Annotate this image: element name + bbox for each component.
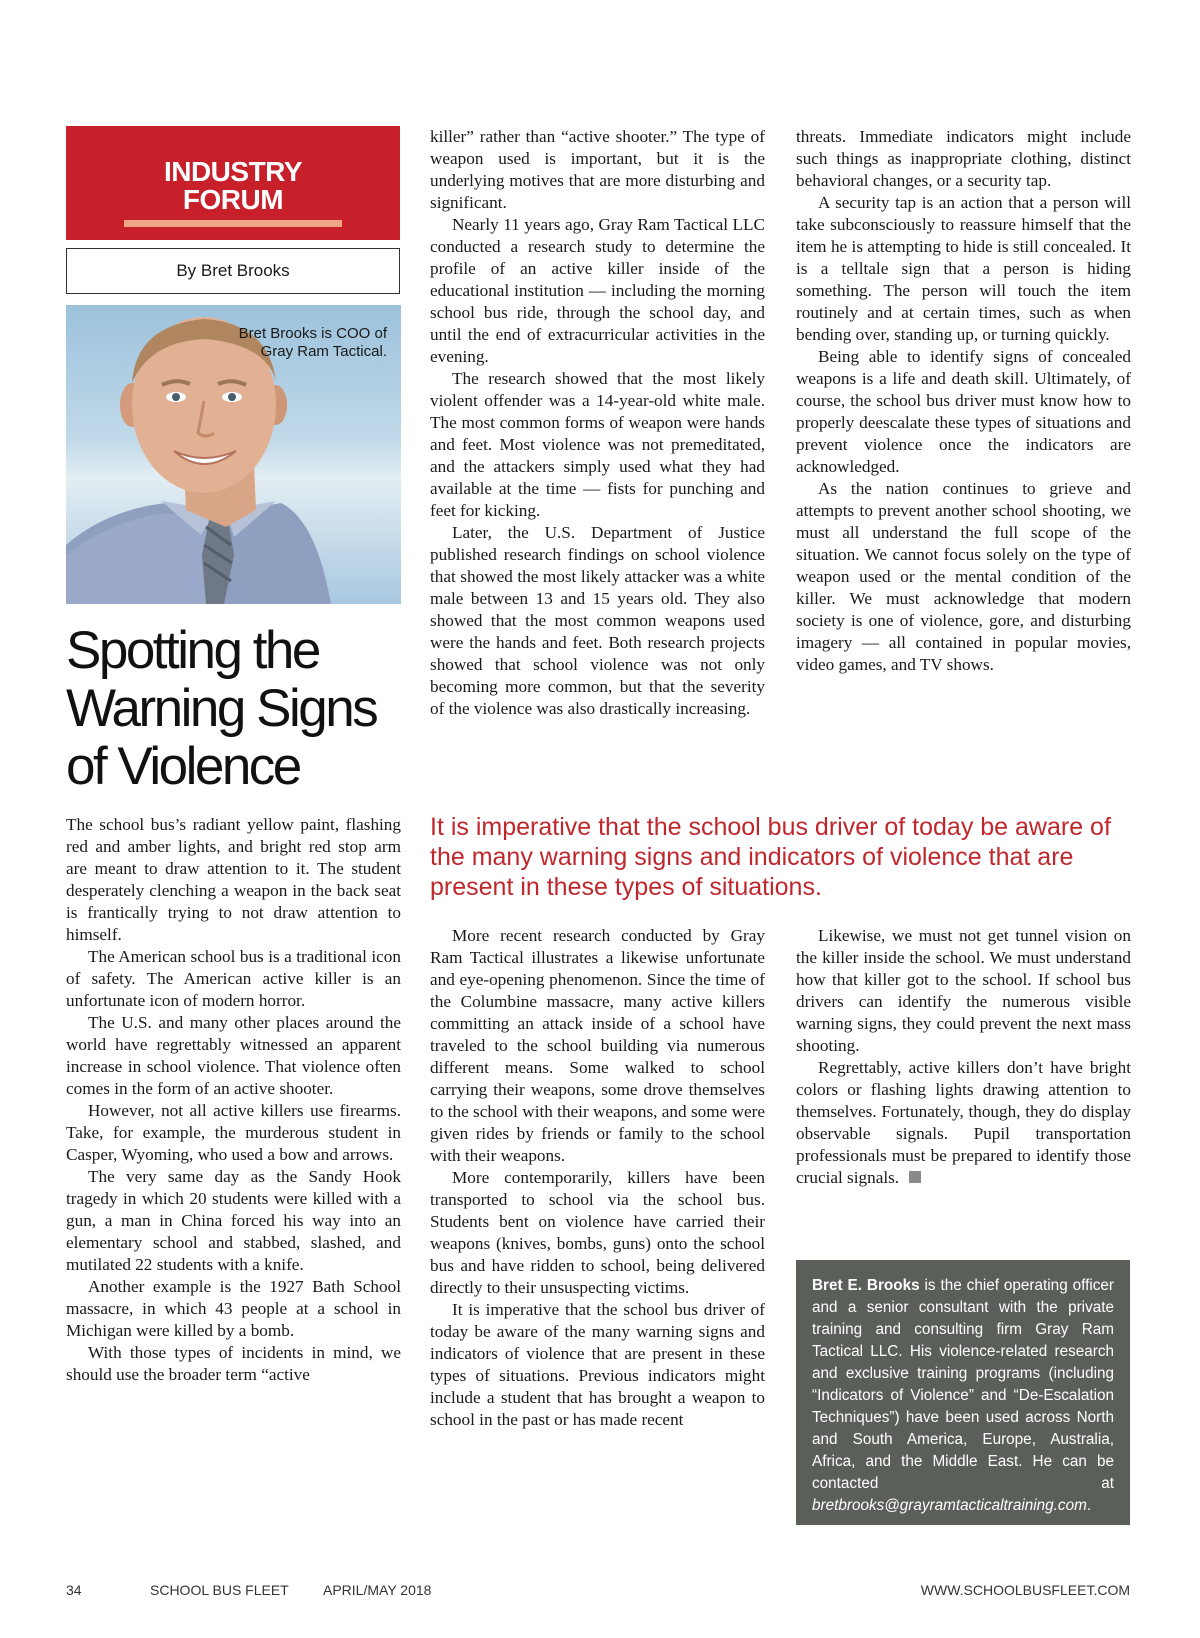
byline: By Bret Brooks bbox=[66, 248, 400, 294]
bio-text: is the chief operating officer and a senior consultant with the private training and consulting firm Gray Ram Tactical LLC. His violence-related research and exclusive training programs (including “Indicators of Violence” and “De-Escalation Techniques”) have been used across North and South America, Europe, Australia, Africa, and the Middle East. He can be contacted at bbox=[812, 1277, 1114, 1492]
author-photo bbox=[66, 305, 401, 604]
paragraph: More recent research conducted by Gray Ram Tactical illustrates a likewise unfortunate and eye-opening phenomenon. Since the time of the Columbine massacre, many active killers committing an attack inside of a school have traveled to the school building via numerous different means. Some walked to school carrying their weapons, some drove themselves to the school with their weapons, and some were given rides by friends or family to the school with their weapons. bbox=[430, 926, 765, 1165]
article-column-2-bottom bbox=[430, 925, 765, 1431]
paragraph-text: Regrettably, active killers don’t have bright colors or flashing lights drawing attention to themselves. Fortunately, though, they do display observable signals. Pupil transportation professionals must be prepared to identify those crucial signals. bbox=[796, 1058, 1131, 1187]
article-column-3-bottom bbox=[796, 925, 1131, 1189]
paragraph: The U.S. and many other places around the world have regrettably witnessed an apparent increase in school violence. That violence often comes in the form of an active shooter. bbox=[66, 1013, 401, 1098]
paragraph: The research showed that the most likely violent offender was a 14-year-old white male. The most common forms of weapon were hands and feet. Most violence was not premeditated, and the attackers simply used what they had available at the time — fists for punching and feet for kicking. bbox=[430, 369, 765, 520]
paragraph: It is imperative that the school bus driver of today be aware of the many warning signs and indicators of violence that are present in these types of situations. Previous indicators might include a student that has brought a weapon to school in the past or has made recent bbox=[430, 1300, 765, 1429]
paragraph: Nearly 11 years ago, Gray Ram Tactical LLC conducted a research study to determine the profile of an active killer inside of the educational institution — including the morning school bus ride, through the school day, and until the end of extracurricular activities in the evening. bbox=[430, 215, 765, 366]
bio-email-link[interactable]: bretbrooks@grayramtacticaltraining.com bbox=[812, 1497, 1087, 1514]
paragraph: killer” rather than “active shooter.” The type of weapon used is important, but it is the underlying motives that are more disturbing and significant. bbox=[430, 127, 765, 212]
bio-end: . bbox=[1086, 1497, 1092, 1514]
paragraph: Likewise, we must not get tunnel vision on the killer inside the school. We must understand how that killer got to the school. If school bus drivers can identify the numerous visible warning signs, they could prevent the next mass shooting. bbox=[796, 926, 1131, 1055]
bio-name: Bret E. Brooks bbox=[812, 1277, 920, 1294]
paragraph: The American school bus is a traditional icon of safety. The American active killer is an unfortunate icon of modern horror. bbox=[66, 947, 401, 1010]
paragraph: The very same day as the Sandy Hook tragedy in which 20 students were killed with a gun, a man in China forced his way into an elementary school and stabbed, slashed, and mutilated 22 students with a knife. bbox=[66, 1167, 401, 1274]
paragraph: As the nation continues to grieve and attempts to prevent another school shooting, we must all understand the full scope of the situation. We cannot focus solely on the type of weapon used or the mental condition of the killer. We must acknowledge that modern society is one of violence, gore, and disturbing imagery — all contained in popular movies, video games, and TV shows. bbox=[796, 479, 1131, 674]
article-column-1 bbox=[66, 814, 401, 1386]
paragraph bbox=[796, 1057, 1131, 1189]
paragraph: Another example is the 1927 Bath School massacre, in which 43 people at a school in Michigan were killed by a bomb. bbox=[66, 1277, 401, 1340]
paragraph: However, not all active killers use firearms. Take, for example, the murderous student in Casper, Wyoming, who used a bow and arrows. bbox=[66, 1101, 401, 1164]
page-number: 34 bbox=[66, 1582, 82, 1598]
paragraph: More contemporarily, killers have been transported to school via the school bus. Students bent on violence have carried their weapons (knives, bombs, guns) onto the school bus and have ridden to school, being delivered directly to their unsuspecting victims. bbox=[430, 1168, 765, 1297]
publication-name: SCHOOL BUS FLEET bbox=[150, 1582, 289, 1598]
paragraph: With those types of incidents in mind, we should use the broader term “active bbox=[66, 1343, 401, 1384]
headline: Spotting the Warning Signs of Violence bbox=[66, 621, 377, 796]
end-of-article-icon bbox=[909, 1171, 921, 1183]
photo-caption: Bret Brooks is COO of Gray Ram Tactical. bbox=[238, 325, 387, 360]
paragraph: Later, the U.S. Department of Justice published research findings on school violence that showed the most likely attacker was a white male between 13 and 15 years old. They also showed that the most common weapons used were the hands and feet. Both research projects showed that school violence was not only becoming more common, but that the severity of the violence was also drastically increasing. bbox=[430, 523, 765, 718]
paragraph: Being able to identify signs of concealed weapons is a life and death skill. Ultimately, of course, the school bus driver must know how to properly deescalate these types of situations and prevent violence once the indicators are acknowledged. bbox=[796, 347, 1131, 476]
website-url[interactable]: WWW.SCHOOLBUSFLEET.COM bbox=[920, 1582, 1130, 1598]
article-column-2-top bbox=[430, 126, 765, 720]
article-column-3-top bbox=[796, 126, 1131, 676]
paragraph: The school bus’s radiant yellow paint, flashing red and amber lights, and bright red stop arm are meant to draw attention to it. The student desperately clenching a weapon in the back seat is frantically trying to not draw attention to himself. bbox=[66, 815, 401, 944]
section-label-line2: FORUM bbox=[182, 184, 284, 215]
author-bio-box bbox=[796, 1260, 1130, 1525]
issue-date: APRIL/MAY 2018 bbox=[323, 1582, 432, 1598]
section-banner bbox=[66, 126, 400, 240]
section-label bbox=[66, 158, 400, 214]
pull-quote: It is imperative that the school bus driver of today be aware of the many warning signs and indicators of violence that are present in these types of situations. bbox=[430, 813, 1111, 901]
banner-underline bbox=[124, 220, 342, 227]
paragraph: A security tap is an action that a person will take subconsciously to reassure himself that the item he is attempting to hide is still concealed. It is a telltale sign that a person is hiding something. The person will touch the item routinely and at certain times, such as when bending over, standing up, or turning quickly. bbox=[796, 193, 1131, 344]
paragraph: threats. Immediate indicators might include such things as inappropriate clothing, distinct behavioral changes, or a security tap. bbox=[796, 127, 1131, 190]
section-label-line1: INDUSTRY bbox=[163, 156, 303, 187]
